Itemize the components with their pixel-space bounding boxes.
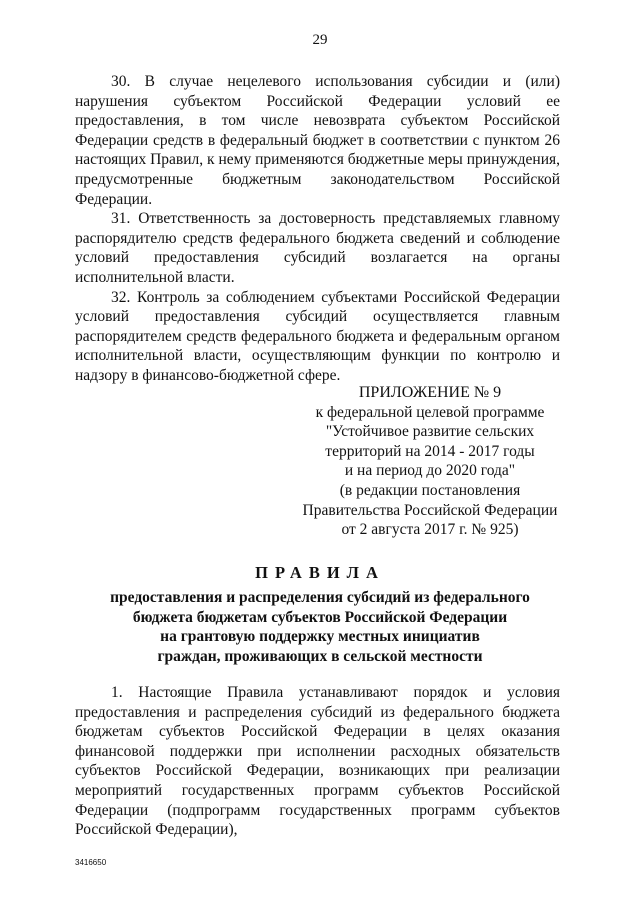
paragraph-32: 32. Контроль за соблюдением субъектами Российской Федерации условий предоставления субсидий осуществляется главным распорядителем средств федерального бюджета и федеральным органом исполнительной власти, осуществляющим функции по контролю и надзору в финансово-бюджетной сфере. (75, 288, 560, 384)
appendix-line: территорий на 2014 - 2017 годы (325, 442, 535, 460)
appendix-line: и на период до 2020 года" (344, 462, 516, 480)
appendix-header (300, 383, 560, 540)
appendix-line: "Устойчивое развитие сельских (325, 423, 535, 441)
rules-title: ПРАВИЛА (255, 563, 385, 582)
rules-subtitle-line: бюджета бюджетам субъектов Российской Федерации (132, 608, 508, 626)
appendix-line: от 2 августа 2017 г. № 925) (341, 521, 519, 539)
paragraph-1: 1. Настоящие Правила устанавливают порядок и условия предоставления и распределения субсидий из федерального бюджета бюджетам субъектов Российской Федерации в целях оказания финансовой поддержки при исполнении расходных обязательств субъектов Российской Федерации, возникающих при реализации мероприятий государственных программ субъектов Российской Федерации (подпрограмм государственных программ субъектов Российской Федерации), (75, 684, 560, 839)
appendix-line: к федеральной целевой программе (315, 403, 545, 421)
rules-subtitle-line: на грантовую поддержку местных инициатив (160, 628, 480, 646)
rules-subtitle-line: граждан, проживающих в сельской местности (157, 647, 483, 665)
paragraph-30: 30. В случае нецелевого использования субсидии и (или) нарушения субъектом Российской Федерации условий ее предоставления, в том числе невозврата субъектом Российской Федерации средств в федеральный бюджет в соответствии с пунктом 26 настоящих Правил, к нему применяются бюджетные меры принуждения, предусмотренные бюджетным законодательством Российской Федерации. (75, 73, 560, 208)
body-text-top (75, 72, 560, 386)
appendix-line: (в редакции постановления (339, 481, 521, 499)
page-number: 29 (312, 32, 328, 48)
rules-subtitle (90, 588, 550, 666)
rules-subtitle-line: предоставления и распределения субсидий из федерального (110, 589, 530, 606)
appendix-line: Правительства Российской Федерации (302, 501, 558, 519)
paragraph-31: 31. Ответственность за достоверность представляемых главному распорядителю средств федерального бюджета сведений и соблюдение условий предоставления субсидий возлагается на органы исполнительной власти. (75, 210, 560, 286)
body-text-bottom (75, 683, 560, 840)
appendix-title: ПРИЛОЖЕНИЕ № 9 (358, 384, 502, 401)
document-code: 3416650 (75, 858, 107, 867)
